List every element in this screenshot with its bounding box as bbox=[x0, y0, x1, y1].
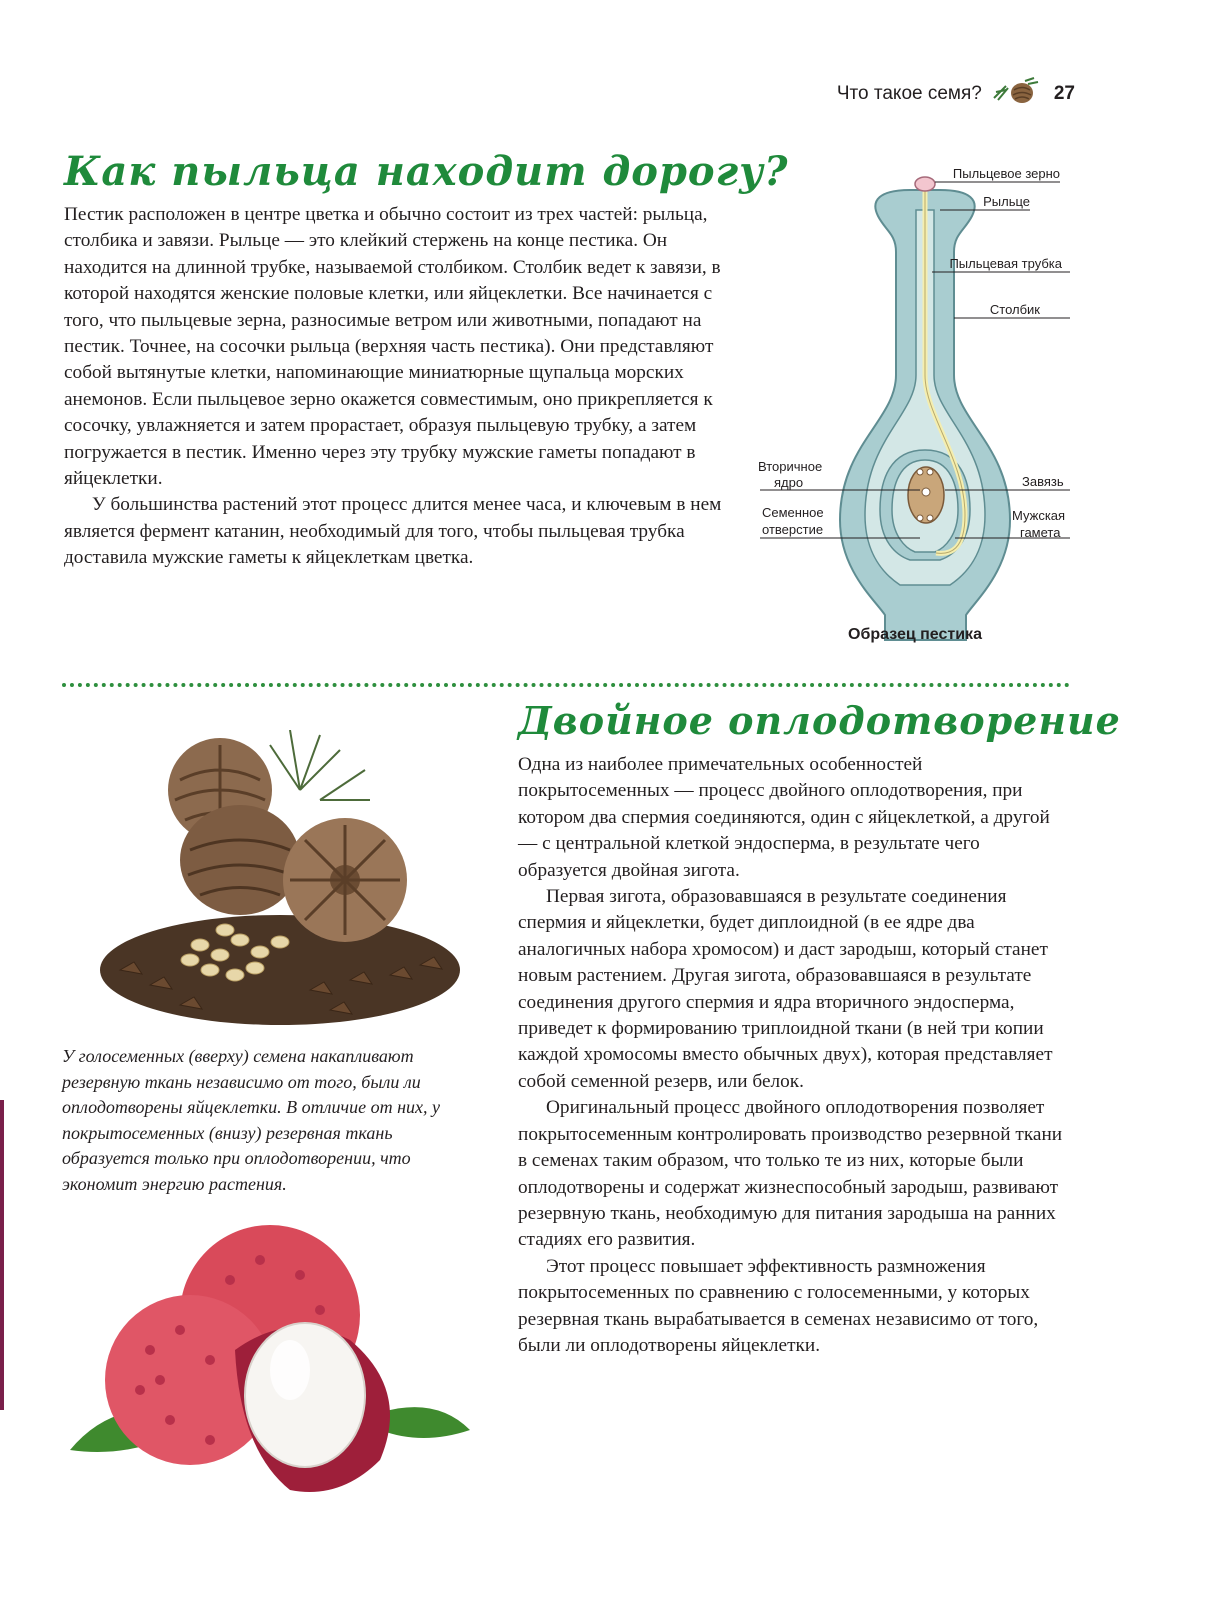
pine-cone bbox=[283, 818, 407, 942]
lychee-image bbox=[60, 1220, 480, 1560]
pistil-diagram bbox=[740, 160, 1090, 655]
section2-body bbox=[518, 752, 1073, 1359]
running-header bbox=[837, 76, 1075, 112]
pine-cones-image bbox=[90, 730, 470, 1030]
section2-heading: Двойное оплодотворение bbox=[518, 698, 1121, 743]
pine-cone-icon bbox=[992, 76, 1040, 112]
label-male-gamete: Мужская bbox=[1012, 508, 1066, 523]
label-male-gamete: гамета bbox=[1020, 525, 1061, 540]
label-stigma: Рыльце bbox=[983, 194, 1030, 209]
label-micropyle: Семенное bbox=[762, 505, 824, 520]
photo-caption: У голосеменных (вверху) семена накапливают резервную ткань независимо от того, были ли оплодотворены яйцеклетки. В отличие от них, у покрытосеменных (внизу) резервная ткань образуется только при оплодотворении, что экономит энергию растения. bbox=[62, 1046, 440, 1194]
section-divider bbox=[62, 683, 1070, 687]
page-edge-mark bbox=[0, 1100, 4, 1410]
pollen-grain bbox=[915, 177, 935, 191]
pine-cone bbox=[180, 805, 300, 915]
paragraph: Оригинальный процесс двойного оплодотворения позволяет покрытосеменным контролировать производство резервной ткани в семенах таким образом, что только те из них, которые были оплодотворены и содержат жизнеспособный зародыш, развивают резервную ткань, необходимую для питания зародыша на ранних стадиях его развития. bbox=[518, 1097, 1063, 1251]
paragraph: Первая зигота, образовавшаяся в результате соединения спермия и яйцеклетки, будет диплоидной (в ее ядре два аналогичных набора хромосом) и даст зародыш, который станет новым растением. Другая зигота, образовавшаяся в результате соединения другого спермия и ядра вторичного эндосперма, приведет к формированию триплоидной ткани (в ней три копии каждой хромосомы вместо обычных двух), которая представляет собой семенной резерв, или белок. bbox=[518, 886, 1053, 1092]
paragraph: Этот процесс повышает эффективность размножения покрытосеменных по сравнению с голосеменными, у которых резервная ткань вырабатывается в семенах независимо от того, были ли оплодотворены яйцеклетки. bbox=[518, 1255, 1039, 1356]
label-ovary: Завязь bbox=[1022, 474, 1064, 489]
page-number: 27 bbox=[1053, 83, 1075, 104]
label-style: Столбик bbox=[989, 302, 1040, 317]
label-secondary-nucleus: Вторичное bbox=[758, 459, 823, 474]
paragraph: У большинства растений этот процесс длится менее часа, и ключевым в нем является фермент катанин, необходимый для того, чтобы пыльцевая трубка доставила мужские гаметы к яйцеклеткам цветка. bbox=[64, 494, 722, 569]
paragraph: Пестик расположен в центре цветка и обычно состоит из трех частей: рыльца, столбика и завязи. Рыльце — это клейкий стержень на конце пестика. Он находится на длинной трубке, называемой столбиком. Столбик ведет к завязи, в которой находятся женские половые клетки, или яйцеклетки. Все начинается с того, что пыльцевые зерна, разносимые ветром или животными, попадают на пестик. Точнее, на сосочки рыльца (верхняя часть пестика). Они представляют собой вытянутые клетки, напоминающие миниатюрные щупальца морских анемонов. Если пыльцевое зерно окажется совместимым, оно прикрепляется к сосочку, увлажняется и затем прорастает, образуя пыльцевую трубку, а затем погружается в пестик. Именно через эту трубку мужские гаметы попадают в яйцеклетки. bbox=[64, 204, 721, 490]
paragraph: Одна из наиболее примечательных особенностей покрытосеменных — процесс двойного оплодотворения, при котором два спермия соединяются, один с яйцеклеткой, а другой — с центральной клеткой эндосперма, в результате чего образуется двойная зигота. bbox=[518, 754, 1050, 881]
diagram-caption: Образец пестика bbox=[848, 626, 982, 643]
section1-body bbox=[64, 202, 724, 572]
label-micropyle: отверстие bbox=[762, 522, 824, 537]
section1-heading: Как пыльца находит дорогу? bbox=[64, 148, 789, 195]
label-secondary-nucleus: ядро bbox=[774, 475, 804, 490]
label-pollen-grain: Пыльцевое зерно bbox=[952, 166, 1060, 181]
label-pollen-tube: Пыльцевая трубка bbox=[949, 256, 1062, 271]
section-title: Что такое семя? bbox=[836, 83, 982, 104]
lychee-flesh bbox=[245, 1323, 365, 1467]
